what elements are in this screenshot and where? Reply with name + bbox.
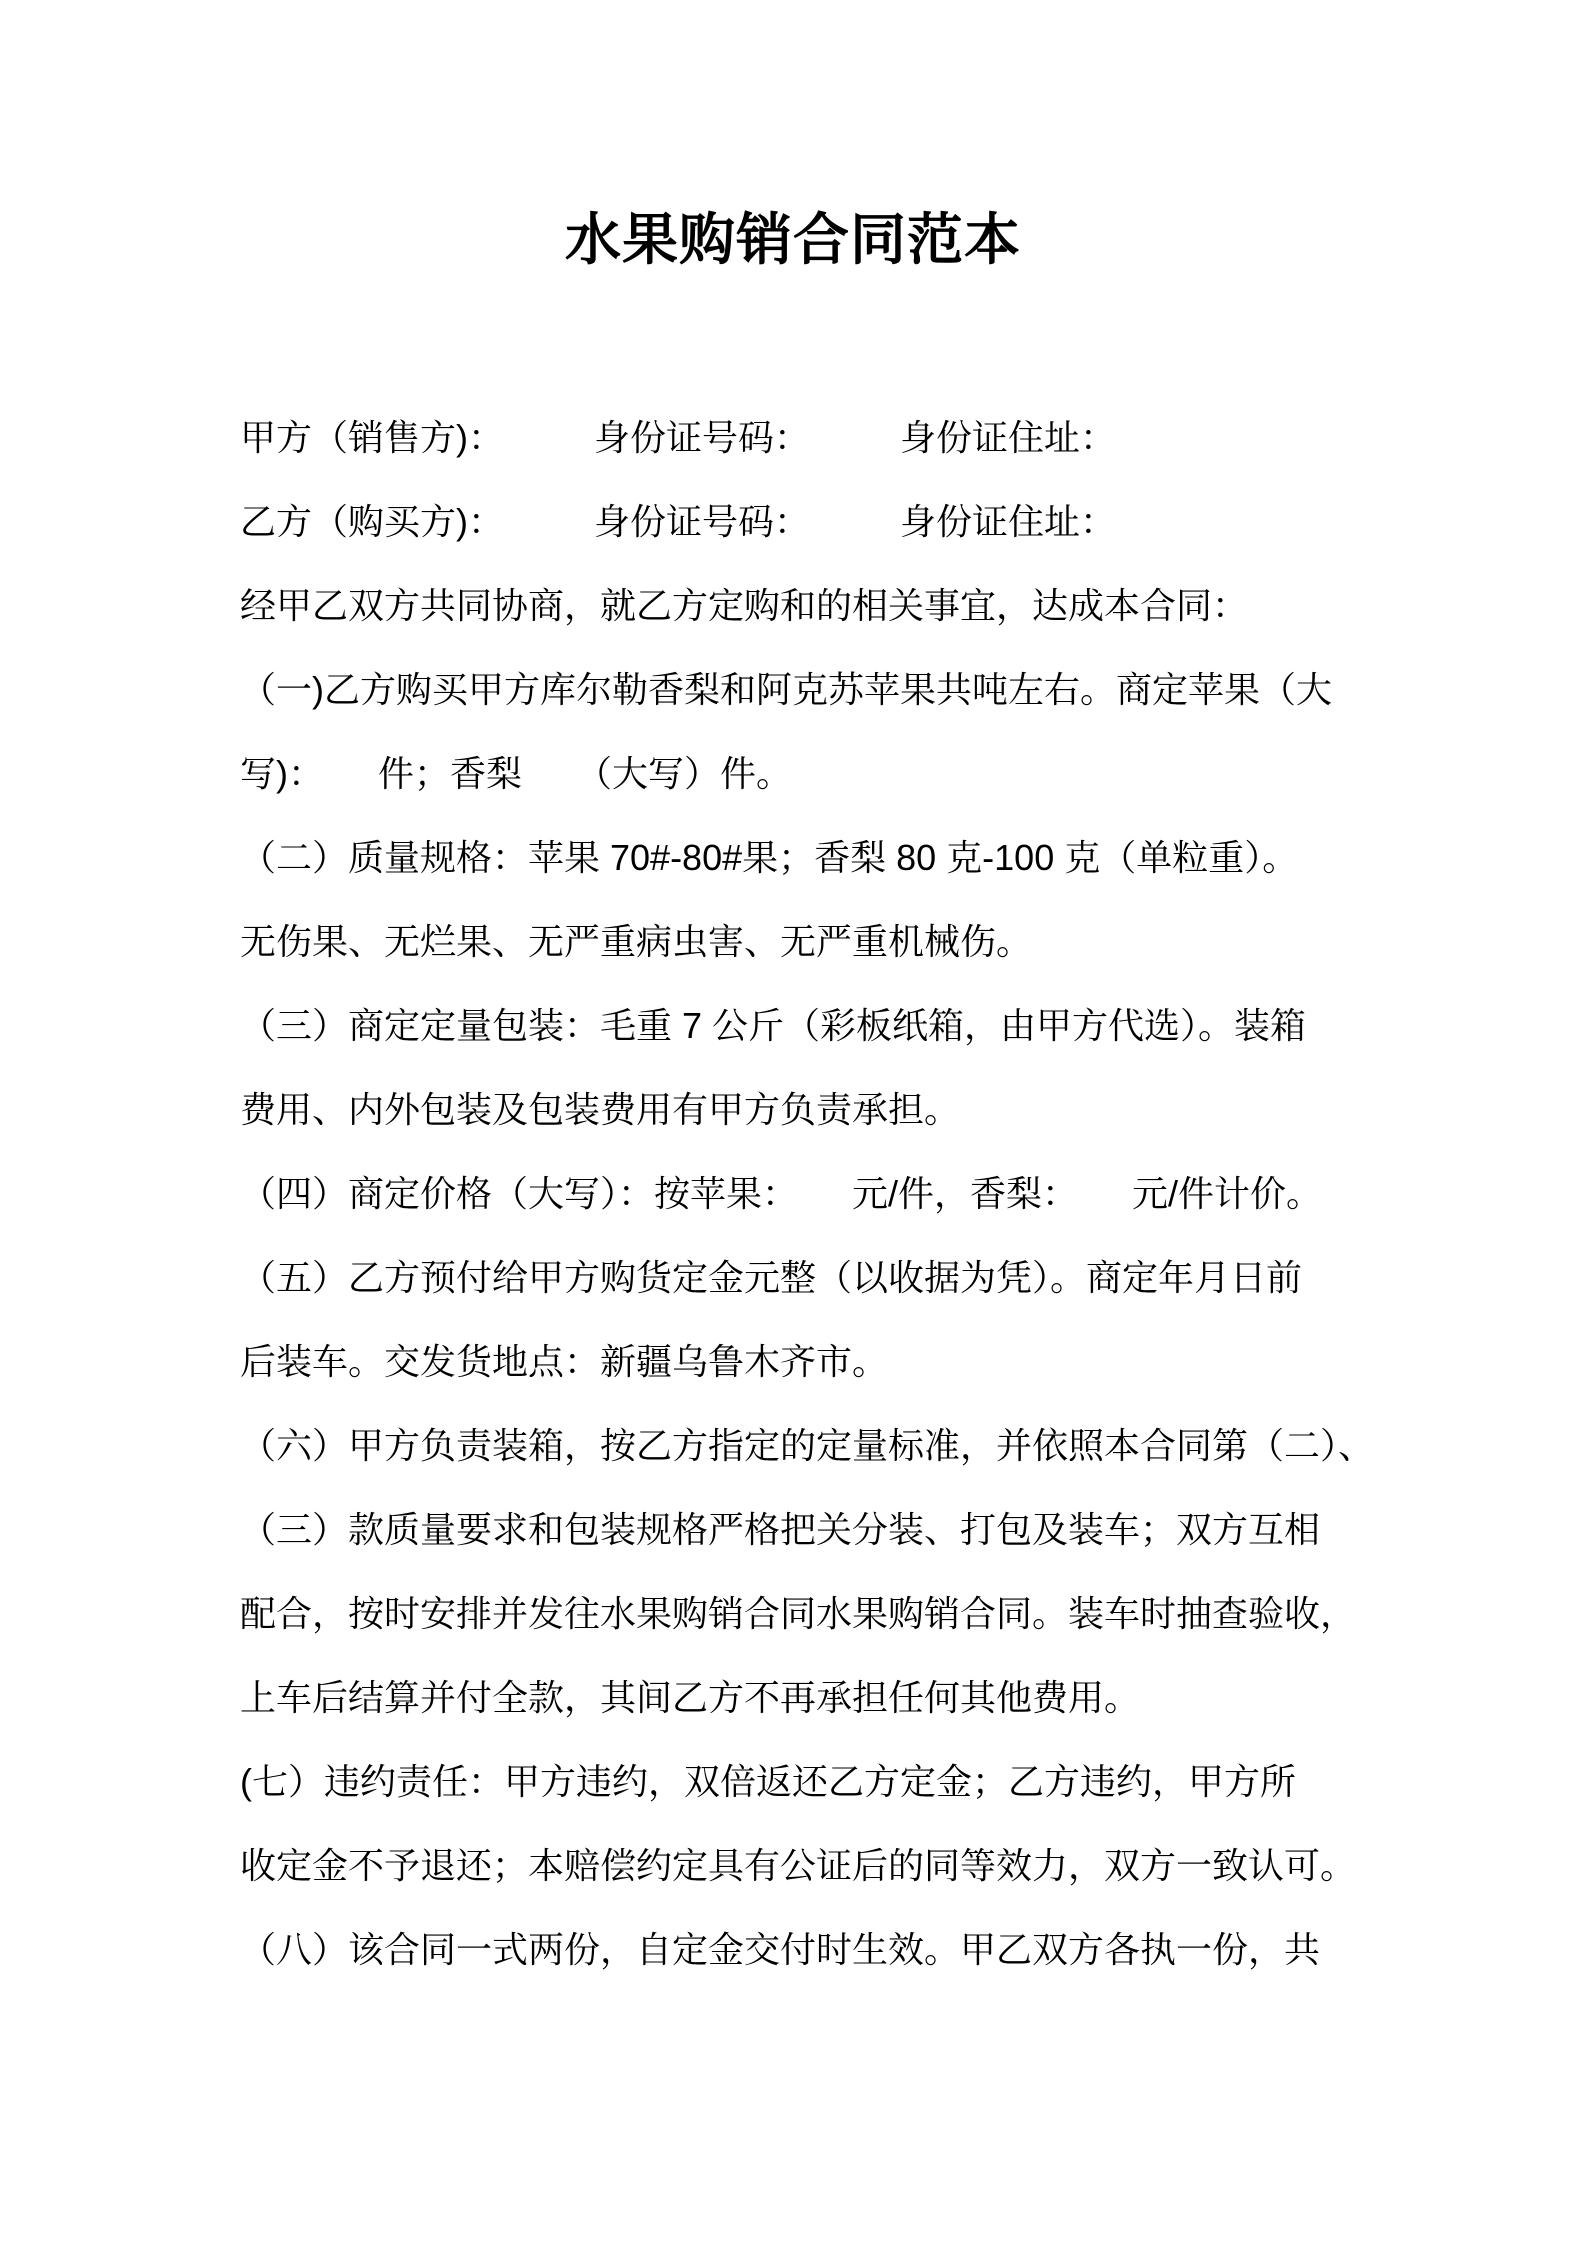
contract-line-clause-6-cont-3: 上车后结算并付全款，其间乙方不再承担任何其他费用。	[240, 1677, 1141, 1718]
contract-line-clause-2: （二）质量规格：苹果 70#-80#果；香梨 80 克-100 克（单粒重）。	[240, 837, 1299, 878]
contract-line-clause-5-cont: 后装车。交发货地点：新疆乌鲁木齐市。	[240, 1341, 889, 1382]
contract-body	[240, 396, 1375, 1992]
contract-line-clause-7: (七）违约责任：甲方违约，双倍返还乙方定金；乙方违约，甲方所	[240, 1761, 1296, 1802]
contract-line-clause-1-cont: 写)： 件；香梨 （大写）件。	[240, 753, 792, 794]
contract-line-party-a: 甲方（销售方)： 身份证号码： 身份证住址：	[240, 417, 1116, 458]
contract-line-clause-7-cont: 收定金不予退还；本赔偿约定具有公证后的同等效力，双方一致认可。	[240, 1845, 1357, 1886]
contract-line-clause-3-cont: 费用、内外包装及包装费用有甲方负责承担。	[240, 1089, 961, 1130]
contract-line-clause-8: （八）该合同一式两份，自定金交付时生效。甲乙双方各执一份，共	[240, 1929, 1321, 1970]
contract-line-clause-2-cont: 无伤果、无烂果、无严重病虫害、无严重机械伤。	[240, 921, 1033, 962]
contract-line-clause-6: （六）甲方负责装箱，按乙方指定的定量标准，并依照本合同第（二）、	[240, 1425, 1375, 1466]
contract-line-clause-3: （三）商定定量包装：毛重 7 公斤（彩板纸箱，由甲方代选）。装箱	[240, 1005, 1307, 1046]
contract-line-clause-6-cont-1: （三）款质量要求和包装规格严格把关分装、打包及装车；双方互相	[240, 1509, 1321, 1550]
contract-line-clause-4: （四）商定价格（大写）：按苹果： 元/件，香梨： 元/件计价。	[240, 1173, 1323, 1214]
contract-line-clause-1: （一)乙方购买甲方库尔勒香梨和阿克苏苹果共吨左右。商定苹果（大	[240, 669, 1332, 710]
contract-line-preamble: 经甲乙双方共同协商，就乙方定购和的相关事宜，达成本合同：	[240, 585, 1249, 626]
document-title: 水果购销合同范本	[565, 208, 1021, 271]
contract-line-party-b: 乙方（购买方)： 身份证号码： 身份证住址：	[240, 501, 1116, 542]
contract-line-clause-5: （五）乙方预付给甲方购货定金元整（以收据为凭）。商定年月日前	[240, 1257, 1303, 1298]
contract-line-clause-6-cont-2: 配合，按时安排并发往水果购销合同水果购销合同。装车时抽查验收，	[240, 1593, 1357, 1634]
